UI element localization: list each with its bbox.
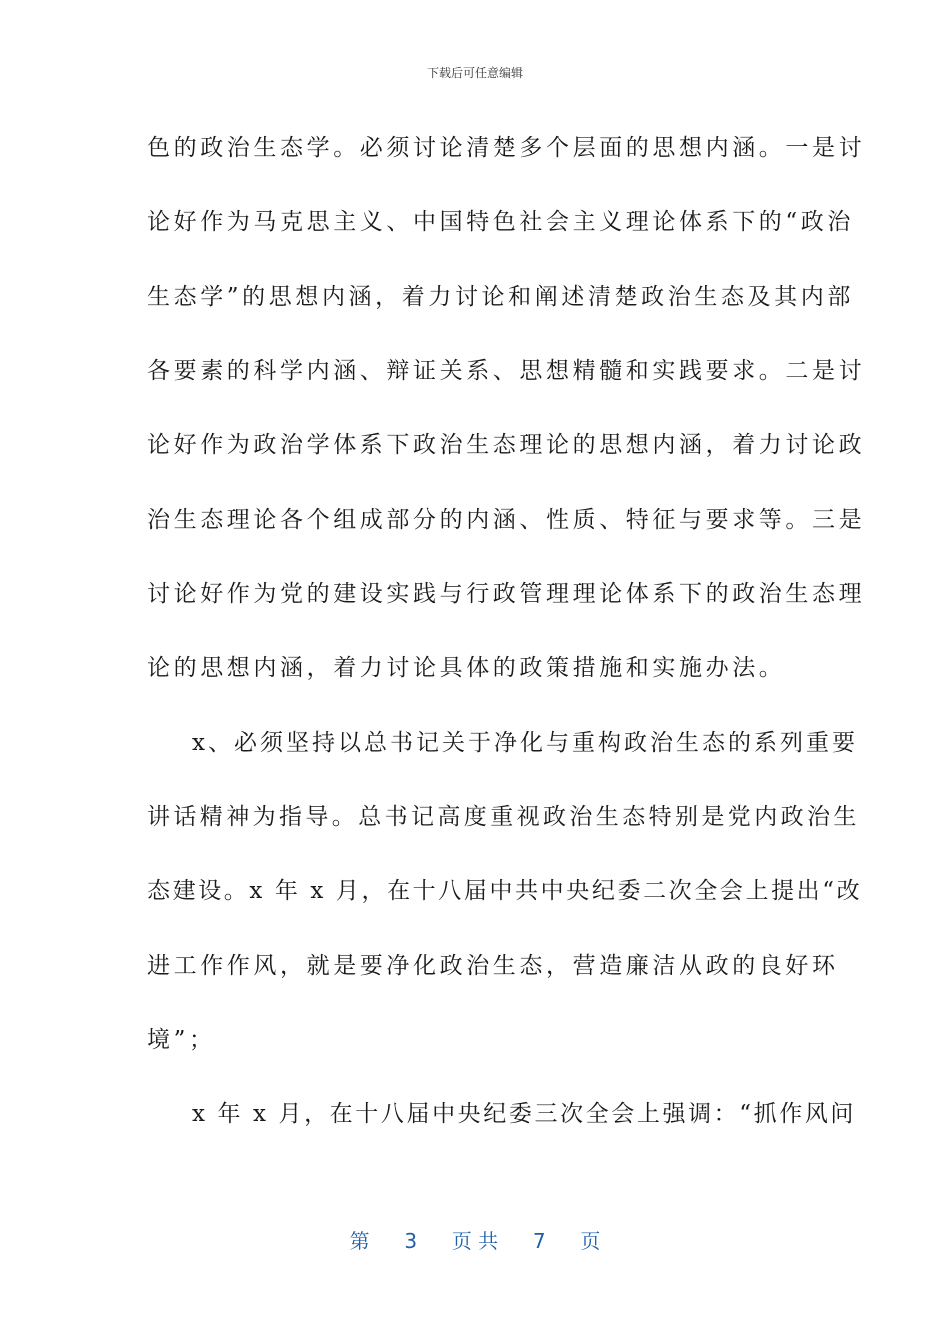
body-line-1: 色的政治生态学。必须讨论清楚多个层面的思想内涵。一是讨 — [147, 135, 866, 161]
body-line-9: x、必须坚持以总书记关于净化与重构政治生态的系列重要 — [192, 730, 858, 756]
body-line-4: 各要素的科学内涵、辩证关系、思想精髓和实践要求。二是讨 — [147, 358, 866, 384]
body-line-13: 境”； — [147, 1027, 216, 1053]
body-line-11: 态建设。x 年 x 月，在十八届中共中央纪委二次全会上提出“改 — [147, 878, 863, 904]
body-line-3: 生态学”的思想内涵，着力讨论和阐述清楚政治生态及其内部 — [147, 284, 854, 310]
body-line-5: 论好作为政治学体系下政治生态理论的思想内涵，着力讨论政 — [147, 432, 866, 458]
footer-total-pages: 7 — [532, 1229, 546, 1253]
body-line-7: 讨论好作为党的建设实践与行政管理理论体系下的政治生态理 — [147, 581, 866, 607]
body-line-6: 治生态理论各个组成部分的内涵、性质、特征与要求等。三是 — [147, 507, 866, 533]
page-header-note: 下载后可任意编辑 — [426, 66, 523, 80]
body-line-8: 论的思想内涵，着力讨论具体的政策措施和实施办法。 — [147, 655, 786, 681]
footer-label-of: 页 共 — [451, 1229, 499, 1253]
body-line-14: x 年 x 月，在十八届中央纪委三次全会上强调：“抓作风问 — [192, 1101, 857, 1127]
footer-current-page: 3 — [404, 1229, 418, 1253]
body-line-12: 进工作作风，就是要净化政治生态，营造廉洁从政的良好环 — [147, 953, 839, 979]
footer-label-page: 第 — [349, 1229, 370, 1253]
body-line-10: 讲话精神为指导。总书记高度重视政治生态特别是党内政治生 — [147, 804, 860, 830]
page-footer — [0, 1225, 950, 1254]
footer-label-end: 页 — [580, 1229, 601, 1253]
body-line-2: 论好作为马克思主义、中国特色社会主义理论体系下的“政治 — [147, 209, 854, 235]
